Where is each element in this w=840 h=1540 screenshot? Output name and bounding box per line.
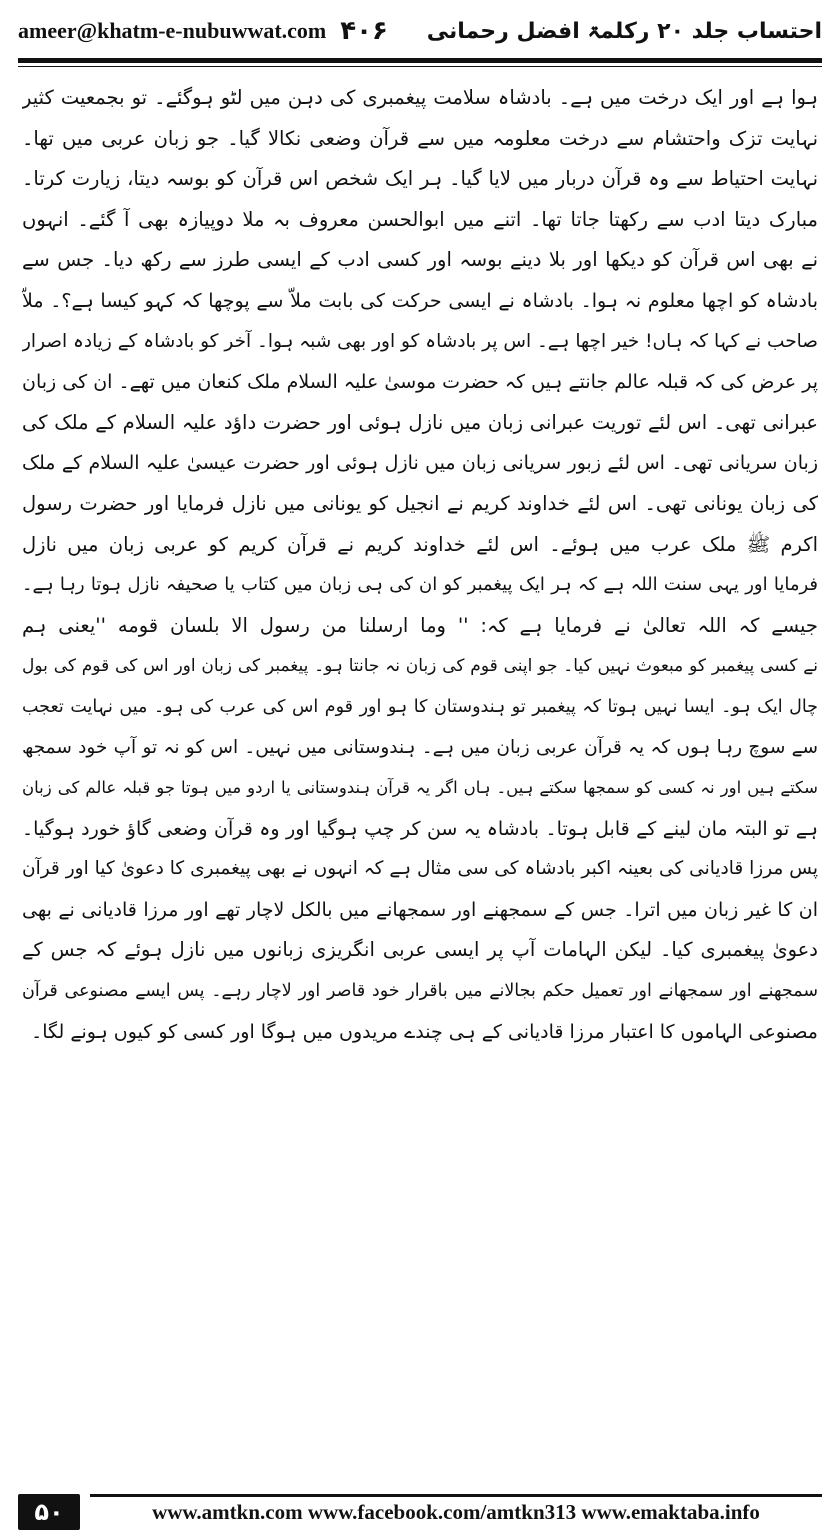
body-line: جیسے کہ اللہ تعالیٰ نے فرمایا ہے کہ: '' وما ارسلنا من رسول الا بلسان قومه ''یعنی ہم (22, 613, 818, 637)
body-line: ہے تو البتہ مان لینے کے قابل ہوتا۔ بادشاہ یہ سن کر چپ ہوگیا اور وہ قرآن وضعی گاؤ خورد ہوگیا۔ (22, 817, 818, 840)
body-line: ان کا غیر زبان میں اترا۔ جس کے سمجھنے اور سمجھانے میں بالکل لاچار تھے اور مرزا قادیانی نے بھی (22, 898, 818, 921)
footer-links[interactable]: www.amtkn.com www.facebook.com/amtkn313 www.emaktaba.info (152, 1500, 760, 1524)
body-line: کی زبان یونانی تھی۔ اس لئے خداوند کریم نے انجیل کو یونانی میں نازل فرمایا اور حضرت رسول (22, 491, 818, 515)
header-page-number: ۴۰۶ (340, 16, 388, 46)
header-email[interactable]: ameer@khatm-e-nubuwwat.com (18, 18, 327, 43)
body-line: سمجھنے اور سمجھانے اور تعمیل حکم بجالانے میں باقرار خود قاصر اور لاچار رہے۔ پس ایسے مصنوعی قرآن (22, 981, 818, 1002)
body-line: نہایت تزک واحتشام سے درخت معلومہ میں سے قرآن وضعی نکالا گیا۔ جو زبان عربی میں تھا۔ (22, 126, 818, 150)
body-line: فرمایا اور یہی سنت اللہ ہے کہ ہر ایک پیغمبر کو ان کی ہی زبان میں کتاب یا صحیفہ نازل ہوتا رہا ہے۔ (22, 574, 818, 596)
footer-links-area (90, 1492, 822, 1532)
body-line: سے سوچ رہا ہوں کہ یہ قرآن عربی زبان میں ہے۔ ہندوستانی میں نہیں۔ اس کو نہ تو آپ خود سمجھ (22, 736, 818, 758)
body-text (22, 78, 818, 1474)
body-line: پس مرزا قادیانی کی بعینہ اکبر بادشاہ کی سی مثال ہے کہ انہوں نے بھی پیغمبری کا دعویٰ کیا اور قرآن (22, 858, 818, 880)
body-line: پر عرض کی کہ قبلہ عالم جانتے ہیں کہ حضرت موسیٰ علیہ السلام ملک کنعان میں تھے۔ ان کی زبان (22, 371, 818, 394)
page-header (18, 8, 822, 54)
body-line: نہایت احتیاط سے وہ قرآن دربار میں لایا گیا۔ ہر ایک شخص اس قرآن کو بوسہ دیتا، زیارت کرتا۔ (22, 167, 818, 191)
header-book-title: احتساب جلد ۲۰ رکلمۃ افضل رحمانی (426, 18, 822, 44)
body-line: عبرانی تھی۔ اس لئے توریت عبرانی زبان میں نازل ہوئی اور حضرت داؤد علیہ السلام کے ملک کی (22, 410, 818, 434)
body-line: مصنوعی الہاموں کا اعتبار مرزا قادیانی کے ہی چندے مریدوں میں ہوگا اور کسی کو کیوں ہونے لگا۔ (31, 1020, 818, 1043)
body-line: دعویٰ پیغمبری کیا۔ لیکن الہامات آپ پر ایسی عربی انگریزی زبانوں میں نازل ہوئے کہ جس کے (22, 938, 818, 962)
page-footer (18, 1492, 822, 1532)
body-line: نے بھی اس قرآن کو دیکھا اور بلا دینے بوسہ اور کسی ادب کے ایسی طرز سے رکھ دیا۔ جس سے (22, 248, 818, 272)
footer-page-number: ۵۰ (18, 1494, 80, 1530)
header-left (18, 16, 388, 46)
body-line: چال ایک ہو۔ ایسا نہیں ہوتا کہ پیغمبر تو ہندوستان کا ہو اور قوم اس کی عرب کی ہو۔ میں نہایت تعجب (22, 696, 818, 717)
header-rule-thick (18, 58, 822, 63)
body-line: مبارک دیتا ادب سے رکھتا جاتا تھا۔ اتنے میں ابوالحسن معروف بہ ملا دوپیازہ بھی آ گئے۔ انہوں (22, 207, 818, 231)
body-line: ہوا ہے اور ایک درخت میں ہے۔ بادشاہ سلامت پیغمبری کی دہن میں لٹو ہوگئے۔ تو بجمعیت کثیر (22, 86, 818, 109)
body-line: بادشاہ کو اچھا معلوم نہ ہوا۔ بادشاہ نے ایسی حرکت کی بابت ملاّ سے پوچھا کہ کہو کیسا ہے؟۔ ملاّ (22, 289, 818, 312)
footer-rule (90, 1494, 822, 1497)
body-line: اکرم ﷺ ملک عرب میں ہوئے۔ اس لئے خداوند کریم نے قرآن کریم کو عربی زبان میں نازل (22, 532, 818, 556)
body-line: زبان سریانی تھی۔ اس لئے زبور سریانی زبان میں نازل ہوئی اور حضرت عیسیٰ علیہ السلام کے ملک (22, 452, 818, 475)
body-line: صاحب نے کہا کہ ہاں! خیر اچھا ہے۔ اس پر بادشاہ کو اور بھی شبہ ہوا۔ آخر کو بادشاہ کے زیادہ اصرار (22, 330, 818, 352)
body-line: نے کسی پیغمبر کو مبعوث نہیں کیا۔ جو اپنی قوم کی زبان نہ جانتا ہو۔ پیغمبر کی زبان اور اس کی قوم کی بول (22, 656, 818, 677)
header-rule-thin (18, 66, 822, 67)
body-line: سکتے ہیں اور نہ کسی کو سمجھا سکتے ہیں۔ ہاں اگر یہ قرآن ہندوستانی یا اردو میں ہوتا جو قبلہ عالم کی زبان (22, 778, 818, 798)
